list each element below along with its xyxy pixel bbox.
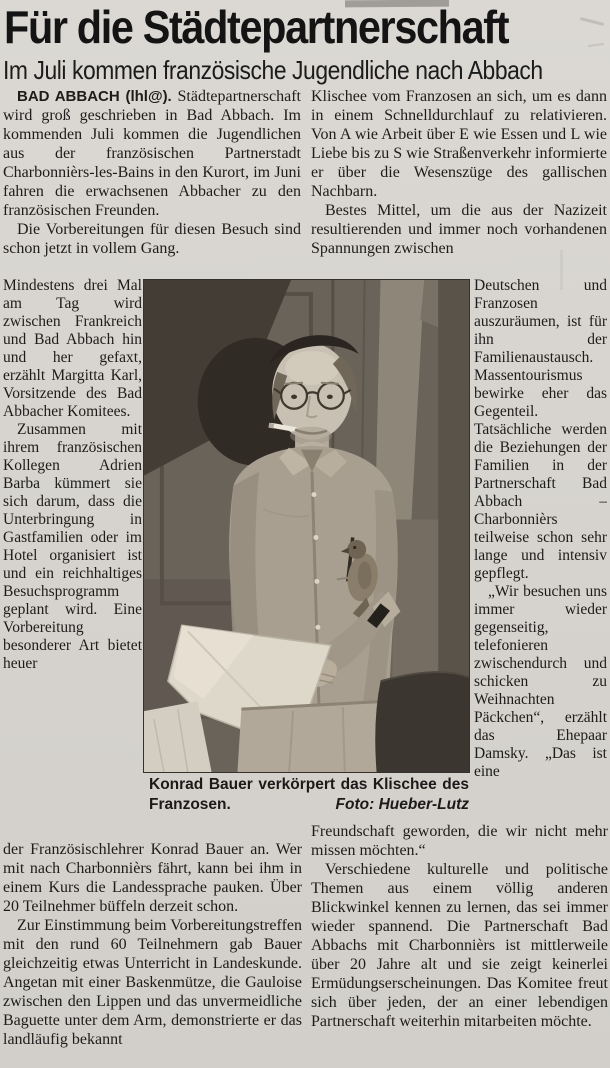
pencil-mark bbox=[588, 43, 604, 47]
right-column-bottom bbox=[311, 822, 608, 1068]
article-paragraph: Klischee vom Franzosen an sich, um es dann in einem Schnelldurchlauf zu relativieren. Von A wie Arbeit über E wie Essen und L wie Liebe bis zu S wie Straßenverkehr informierte er über die Wesenszüge des gallischen Nachbarn. bbox=[311, 88, 607, 200]
article-paragraph: Mindestens drei Mal am Tag wird zwischen Frankreich und Bad Abbach hin und her gefaxt, erzählt Margitta Karl, Vorsitzende des Bad Abbacher Komitees. bbox=[3, 277, 142, 420]
article-subheadline: Im Juli kommen französische Jugendliche nach Abbach bbox=[3, 55, 543, 85]
article-paragraph: Verschiedene kulturelle und politische Themen aus einem völlig anderen Blickwinkel kennen zu lernen, das sei immer wieder spannend. Die Partnerschaft Bad Abbachs mit Charbonnièrs ist mittlerweile über 20 Jahre alt und sie zeigt keinerlei Ermüdungserscheinungen. Das Komitee freut sich über jeden, der an einer lebendigen Partnerschaft weiterhin mitarbeiten möchte. bbox=[311, 861, 608, 1030]
photo-caption-line2 bbox=[149, 795, 469, 815]
lead-text: Städtepartnerschaft wird groß geschrieben in Bad Abbach. Im kommenden Juli kommen die Jugendlichen aus der französischen Partnerstadt Charbonnièrs-les-Bains in den Kurort, im Juni fahren die erwachsenen Abbacher zu den französischen Freunden. bbox=[3, 88, 301, 219]
article-paragraph: Die Vorbereitungen für diesen Besuch sind schon jetzt in vollem Gang. bbox=[3, 221, 301, 257]
right-column-top bbox=[311, 87, 607, 277]
right-column-narrow bbox=[474, 277, 607, 822]
photo-caption-line1: Konrad Bauer verkörpert das Klischee des bbox=[149, 776, 469, 793]
article-paragraph: Deutschen und Franzosen auszuräumen, ist für ihn der Familienaustausch. Massentourismus bewirke eher das Gegenteil. Tatsächliche werden die Beziehungen der Familien in der Partnerschaft Bad Abbach – Charbonnièrs teilweise schon sehr lange und intensiv gepflegt. bbox=[474, 277, 607, 582]
article-paragraph: Zusammen mit ihrem französischen Kollegen Adrien Barba kümmert sie sich darum, dass die Unterbringung in Gastfamilien oder im Hotel organisiert ist und ein reichhaltiges Besuchsprogramm geplant wird. Eine Vorbereitung besonderer Art bietet heuer bbox=[3, 421, 142, 672]
left-column-top bbox=[3, 87, 301, 277]
photo-caption-subject: Franzosen. bbox=[149, 796, 231, 813]
pencil-mark bbox=[580, 17, 604, 26]
left-column-bottom bbox=[3, 840, 302, 1068]
article-paragraph: Bestes Mittel, um die aus der Nazizeit resultierenden und immer noch vorhandenen Spannungen zwischen bbox=[311, 202, 607, 257]
photo-caption bbox=[149, 775, 469, 815]
photo-credit: Foto: Hueber-Lutz bbox=[335, 796, 469, 813]
article-paragraph: „Wir besuchen uns immer wieder gegenseitig, telefonieren zwischendurch und schicken zu Weihnachten Päckchen“, erzählt das Ehepaar Damsky. „Das ist eine bbox=[474, 583, 607, 780]
lead-paragraph bbox=[3, 87, 301, 220]
article-photo bbox=[143, 279, 470, 773]
konrad-bauer-photo-illustration bbox=[144, 280, 469, 772]
dateline: BAD ABBACH (lhl@). bbox=[17, 88, 178, 105]
left-column-narrow bbox=[3, 277, 142, 840]
article-paragraph: der Französischlehrer Konrad Bauer an. Wer mit nach Charbonnièrs fährt, kann bei ihm in einem Kurs die Landessprache pauken. Über 20 Teilnehmer büffeln derzeit schon. bbox=[3, 841, 302, 915]
article-paragraph: Zur Einstimmung beim Vorbereitungstreffen mit den rund 60 Teilnehmern gab Bauer gleichzeitig etwas Unterricht in Landeskunde. Angetan mit einer Baskenmütze, die Gauloise zwischen den Lippen und das unvermeidliche Baguette unter dem Arm, demonstrierte er das landläufig bekannt bbox=[3, 917, 302, 1048]
article-paragraph: Freundschaft geworden, die wir nicht mehr missen möchten.“ bbox=[311, 823, 608, 859]
article-headline: Für die Städtepartnerschaft bbox=[4, 1, 509, 53]
